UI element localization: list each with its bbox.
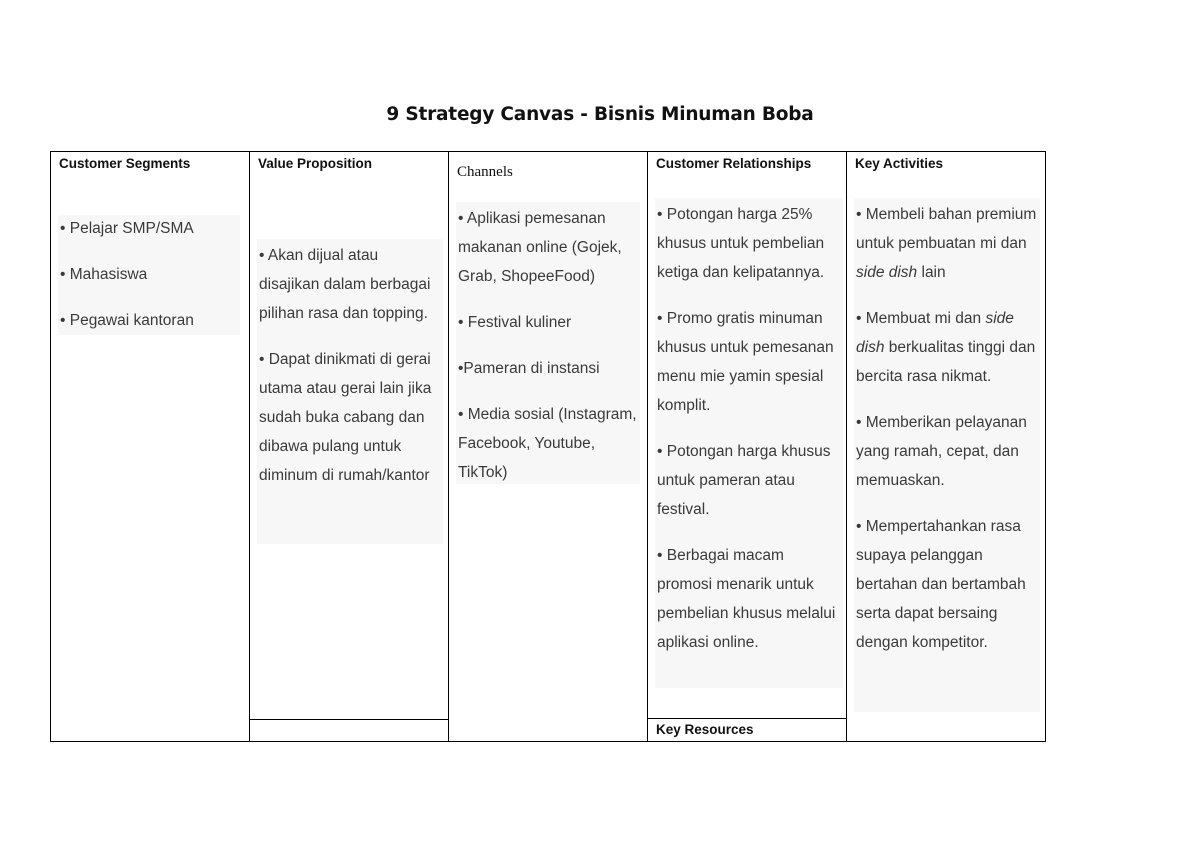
list-item: •Pameran di instansi: [458, 360, 600, 377]
list-item: • Promo gratis minuman khusus untuk pemesanan menu mie yamin spesial komplit.: [657, 310, 834, 414]
column-divider: [647, 152, 648, 741]
key-activities-list: [854, 198, 1040, 712]
key-activities-heading: Key Activities: [855, 156, 944, 171]
channels-list: [456, 202, 640, 484]
list-item: • Potongan harga 25% khusus untuk pembelian ketiga dan kelipatannya.: [657, 206, 825, 281]
value-proposition-heading: Value Proposition: [258, 156, 373, 171]
strategy-canvas-table: [50, 151, 1046, 742]
customer-relationships-heading: Customer Relationships: [656, 156, 812, 171]
list-item: • Mempertahankan rasa supaya pelanggan bertahan dan bertambah serta dapat bersaing dengan kompetitor.: [856, 518, 1026, 651]
row-divider: [249, 719, 448, 720]
column-divider: [448, 152, 449, 741]
channels-heading: Channels: [457, 164, 513, 180]
list-item: • Pelajar SMP/SMA: [60, 220, 194, 237]
value-proposition-list: [257, 239, 443, 544]
list-item: • Festival kuliner: [458, 314, 572, 331]
list-item: • Membuat mi dan side dish berkualitas tinggi dan bercita rasa nikmat.: [856, 310, 1036, 385]
column-divider: [249, 152, 250, 741]
list-item: • Potongan harga khusus untuk pameran atau festival.: [657, 443, 831, 518]
list-item: • Akan dijual atau disajikan dalam berbagai pilihan rasa dan topping.: [259, 247, 431, 322]
row-divider: [647, 718, 846, 719]
list-item: • Aplikasi pemesanan makanan online (Gojek, Grab, ShopeeFood): [458, 210, 622, 285]
customer-relationships-list: [655, 198, 843, 688]
list-item: • Mahasiswa: [60, 266, 148, 283]
list-item: • Membeli bahan premium untuk pembuatan mi dan side dish lain: [856, 206, 1037, 281]
column-divider: [846, 152, 847, 741]
customer-segments-list: [58, 215, 240, 335]
customer-segments-heading: Customer Segments: [59, 156, 191, 171]
key-resources-heading: Key Resources: [656, 722, 754, 737]
list-item: • Berbagai macam promosi menarik untuk pembelian khusus melalui aplikasi online.: [657, 547, 836, 651]
list-item: • Media sosial (Instagram, Facebook, Youtube, TikTok): [458, 406, 637, 481]
list-item: • Pegawai kantoran: [60, 312, 194, 329]
list-item: • Dapat dinikmati di gerai utama atau gerai lain jika sudah buka cabang dan dibawa pulang untuk diminum di rumah/kantor: [259, 351, 432, 484]
page-title: 9 Strategy Canvas - Bisnis Minuman Boba: [386, 104, 814, 125]
list-item: • Memberikan pelayanan yang ramah, cepat, dan memuaskan.: [856, 414, 1027, 489]
